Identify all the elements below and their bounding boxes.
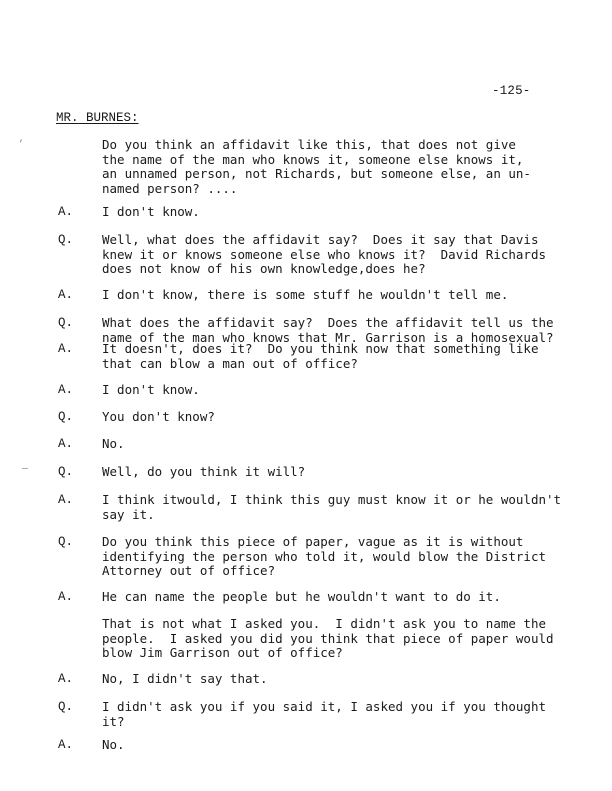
margin-mark: ’ — [18, 140, 25, 151]
entry-label: Q. — [58, 233, 74, 247]
entry-text: I don't know. — [102, 204, 200, 219]
entry-label: A. — [58, 738, 74, 752]
entry-text: Well, do you think it will? — [102, 464, 306, 479]
entry-text: No. — [102, 436, 125, 451]
entry-label: Q. — [58, 316, 74, 330]
entry-label: A. — [58, 493, 74, 507]
entry-label: A. — [58, 288, 74, 302]
entry-label: A. — [58, 437, 74, 451]
entry-label: A. — [58, 383, 74, 397]
margin-mark: — — [22, 464, 29, 475]
entry-text: You don't know? — [102, 409, 215, 424]
page-number: -125- — [492, 84, 531, 98]
entry-label: A. — [58, 590, 74, 604]
entry-label: A. — [58, 342, 74, 356]
entry-text: Do you think an affidavit like this, that does not give the name of the man who knows it, someone else knows it, an unnamed person, not Richards, but someone else, an un- named person? .... — [102, 137, 531, 196]
entry-text: It doesn't, does it? Do you think now that something like that can blow a man out of office? — [102, 341, 539, 371]
entry-label: A. — [58, 672, 74, 686]
entry-label: A. — [58, 205, 74, 219]
entry-text: He can name the people but he wouldn't want to do it. — [102, 589, 501, 604]
speaker-heading: MR. BURNES: — [56, 111, 139, 125]
entry-text: No. — [102, 737, 125, 752]
entry-text: I didn't ask you if you said it, I asked you if you thought it? — [102, 699, 547, 729]
entry-text: Well, what does the affidavit say? Does it say that Davis knew it or knows someone else who knows it? David Richards does not know of his own knowledge,does he? — [102, 232, 547, 277]
entry-label: Q. — [58, 535, 74, 549]
entry-text: No, I didn't say that. — [102, 671, 268, 686]
entry-text: What does the affidavit say? Does the affidavit tell us the name of the man who knows that Mr. Garrison is a homosexual? — [102, 315, 554, 345]
entry-label: Q. — [58, 410, 74, 424]
entry-text: I think itwould, I think this guy must know it or he wouldn't say it. — [102, 492, 562, 522]
entry-text: I don't know, there is some stuff he wouldn't tell me. — [102, 287, 509, 302]
entry-text: I don't know. — [102, 382, 200, 397]
entry-label: Q. — [58, 465, 74, 479]
entry-label: Q. — [58, 700, 74, 714]
entry-text: That is not what I asked you. I didn't ask you to name the people. I asked you did you think that piece of paper would blow Jim Garrison out of office? — [102, 616, 554, 661]
entry-text: Do you think this piece of paper, vague as it is without identifying the person who told it, would blow the District Attorney out of office? — [102, 534, 547, 579]
